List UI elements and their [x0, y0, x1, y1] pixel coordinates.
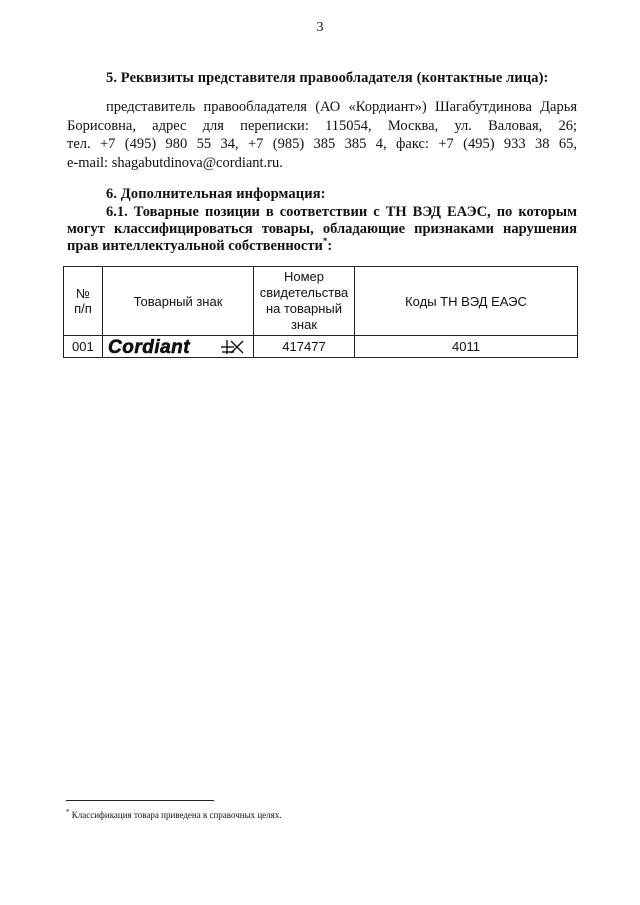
row-certificate: 417477: [254, 336, 355, 358]
row-codes: 4011: [355, 336, 578, 358]
cordiant-logo-mark: [221, 340, 243, 354]
subsection-line-1: 6.1. Товарные позиции в соответствии с ТН ВЭД ЕАЭС, по которым: [106, 204, 577, 220]
footnote: [66, 808, 282, 820]
header-cert-line-3: на товарный: [265, 301, 343, 316]
header-codes: Коды ТН ВЭД ЕАЭС: [355, 267, 578, 336]
contact-line-3: тел. +7 (495) 980 55 34, +7 (985) 385 385 4, факс: +7 (495) 933 38 65,: [67, 136, 577, 152]
header-cert-line-4: знак: [290, 317, 318, 332]
page-number: 3: [316, 20, 324, 35]
subsection-line-3: [67, 238, 577, 255]
header-cert-line-2: свидетельства: [259, 285, 349, 300]
footnote-mark: *: [66, 808, 70, 816]
tn-ved-table: [63, 266, 578, 358]
contact-details: [67, 98, 577, 172]
header-cert-line-1: Номер: [283, 269, 324, 284]
cordiant-logo-text: Cordiant: [108, 337, 191, 356]
header-number-symbol: №: [76, 286, 90, 301]
cordiant-logo: [107, 337, 249, 356]
table-header-row: [64, 267, 578, 336]
header-trademark: Товарный знак: [103, 267, 254, 336]
subsection-line-3-text: прав интеллектуальной собственности: [67, 238, 323, 254]
footnote-divider: [66, 800, 214, 801]
header-number: [64, 267, 103, 336]
header-certificate: [254, 267, 355, 336]
section-6-heading: 6. Дополнительная информация:: [106, 186, 326, 202]
subsection-line-2: могут классифицироваться товары, обладающие признаками нарушения: [67, 221, 577, 237]
section-5-heading: 5. Реквизиты представителя правообладателя (контактные лица):: [106, 70, 549, 86]
row-number: 001: [64, 336, 103, 358]
subsection-colon: :: [327, 238, 333, 254]
footnote-reference: *: [322, 236, 328, 247]
header-number-abbr: п/п: [74, 301, 92, 316]
section-6-1-text: [67, 204, 577, 255]
contact-line-2: Борисовна, адрес для переписки: 115054, Москва, ул. Валовая, 26;: [67, 117, 577, 134]
row-trademark: [103, 336, 254, 358]
contact-line-4: e-mail: shagabutdinova@cordiant.ru.: [67, 154, 283, 171]
footnote-text: Классификация товара приведена в справочных целях.: [69, 810, 282, 820]
contact-line-1: представитель правообладателя (АО «Кордиант») Шагабутдинова Дарья: [106, 99, 577, 115]
table-row: [64, 336, 578, 358]
